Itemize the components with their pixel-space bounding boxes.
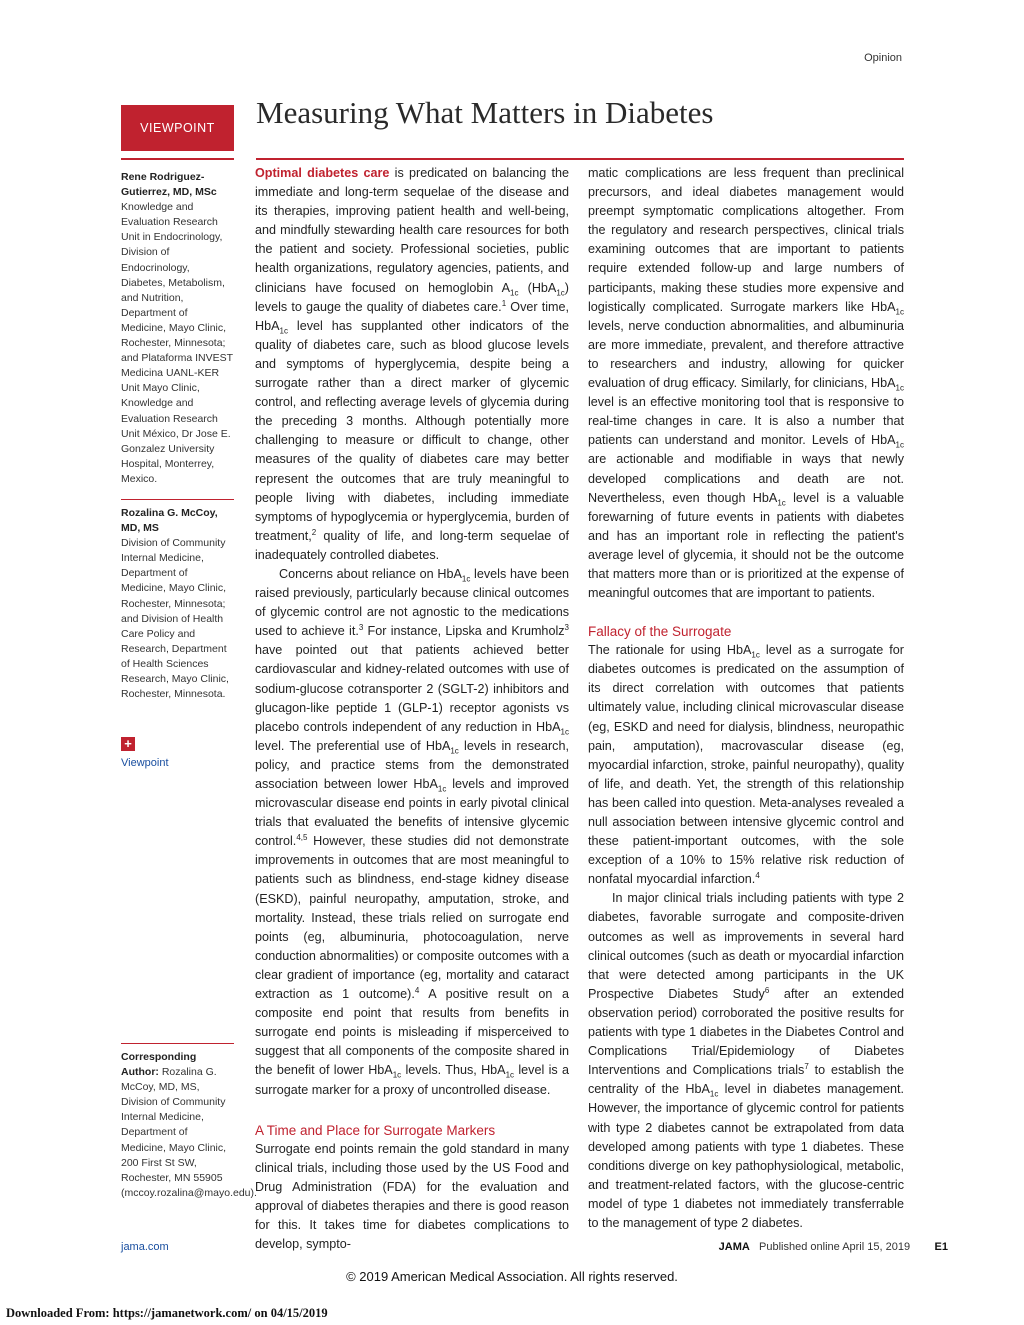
published-date: Published online April 15, 2019 [759,1241,911,1253]
journal-name: JAMA [718,1241,750,1253]
article-title: Measuring What Matters in Diabetes [256,95,714,130]
section-heading: A Time and Place for Surrogate Markers [255,1122,496,1138]
site-link[interactable]: jama.com [121,1241,169,1253]
sidebar-divider-top [121,158,234,160]
corresponding-author-block [121,1050,257,1201]
section-label: Opinion [864,52,902,64]
sidebar-divider-mid [121,499,234,500]
paragraph: Surrogate end points remain the gold standard in many clinical trials, including those used by the US Food and Drug Administration (FDA) for the evaluation and approval of diabetes therapies and there is good reason for this. It takes time for diabetes complications to develop, sympto- [255,1141,569,1252]
section-heading: Fallacy of the Surrogate [588,624,732,640]
author-block-2 [121,506,235,702]
body-column-1 [255,164,569,1254]
author-name: Rozalina G. McCoy, MD, MS [121,507,218,535]
lead-in: Optimal diabetes care [255,166,390,180]
author-block-1 [121,170,235,487]
page-footer-info [719,1241,948,1253]
copyright-notice: © 2019 American Medical Association. All rights reserved. [346,1269,678,1284]
corresponding-heading: Corresponding [121,1051,197,1063]
article-type-badge: VIEWPOINT [121,105,234,151]
author-affiliation: Knowledge and Evaluation Research Unit in Endocrinology, Division of Endocrinology, Diabetes, Metabolism, and Nutrition, Department of Medicine, Mayo Clinic, Rochester, Minnesota; and Plataforma INVEST Medicina UANL-KER Unit Mayo Clinic, Knowledge and Evaluation Research Unit México, Dr Jose E. Gonzalez University Hospital, Monterrey, Mexico. [121,201,233,485]
page-number: E1 [934,1241,948,1253]
corresponding-text: Rozalina G. McCoy, MD, MS, Division of Community Internal Medicine, Department of Medicine, Mayo Clinic, 200 First St SW, Rochester, MN 55905 (mccoy.rozalina@mayo.edu). [121,1066,257,1199]
paragraph: The rationale for using HbA$_{1c}$ level as a surrogate for diabetes outcomes is predicated on the assumption of its direct correlation with outcomes that patients ultimately value, including clinical microvascular disease (eg, ESKD and need for dialysis, blindness, neuropathic pain, amputation), macrovascular disease (eg, myocardial infarction, stroke, painful neuropathy), quality of life, and death. Yet, the strength of this relationship has been called into question. Meta-analyses revealed a null association between intensive glycemic control and these patient-important outcomes, with the sole exception of a 10% to 15% relative risk reduction of nonfatal myocardial infarction.$^4$ [588,643,904,887]
download-stamp: Downloaded From: https://jamanetwork.com/ on 04/15/2019 [6,1306,328,1320]
paragraph: Optimal diabetes care is predicated on balancing the immediate and long-term sequelae of the disease and its therapies, improving patient health and well-being, and mindfully stewarding health care resources for both the patient and society. Professional societies, public health organizations, regulatory agencies, patients, and clinicians have focused on hemoglobin $A_{1c}$ (HbA$_{1c}$) levels to gauge the quality of diabetes care.$^1$ Over time, HbA$_{1c}$ level has supplanted other indicators of the quality of diabetes care, such as blood glucose levels and symptoms of hyperglycemia, despite being a surrogate rather than a direct marker of glycemic control, and reflecting average levels of glycemia during the preceding 3 months. Although potentially more challenging to measure or difficult to change, other measures of the quality of diabetes care may better represent the outcomes that are truly meaningful to people living with diabetes, including immediate symptoms of hypoglycemia or hyperglycemia, burden of treatment,$^2$ quality of life, and long-term sequelae of inadequately controlled diabetes. [255,166,570,562]
author-affiliation: Division of Community Internal Medicine, Department of Medicine, Mayo Clinic, Rochester, Minnesota; and Division of Health Care Policy and Research, Department of Health Sciences Research, Mayo Clinic, Rochester, Minnesota. [121,537,229,701]
author-name: Rene Rodriguez-Gutierrez, MD, MSc [121,171,217,199]
paragraph: Concerns about reliance on HbA$_{1c}$ levels have been raised previously, particularly because clinical outcomes of glycemic control are not agnostic to the medications used to achieve it.$^3$ For instance, Lipska and Krumholz$^3$ have pointed out that patients achieved better cardiovascular and kidney-related outcomes with use of sodium-glucose cotransporter 2 (SGLT-2) inhibitors and glucagon-like peptide 1 (GLP-1) receptor agonists vs placebo controls independent of any reduction in HbA$_{1c}$ level. The preferential use of HbA$_{1c}$ levels in research, policy, and practice stems from the demonstrated association between lower HbA$_{1c}$ levels and improved microvascular disease end points in early pivotal clinical trials that evaluated the benefits of intensive glycemic control.$^{4,5}$ However, these studies did not demonstrate improvements in outcomes that are most meaningful to patients such as blindness, end-stage kidney disease (ESKD), painful neuropathy, amputation, stroke, and mortality. Instead, these trials relied on surrogate end points (eg, albuminuria, photocoagulation, nerve conduction abnormalities) or composite outcomes with a clear gradient of importance (eg, mortality and cataract extraction as 1 outcome).$^4$ A positive result on a composite end point that results from benefits in surrogate end points is misleading if misperceived to suggest that all components of the composite shared in the benefit of lower HbA$_{1c}$ levels. Thus, HbA$_{1c}$ level is a surrogate marker for a proxy of uncontrolled disease. [255,566,570,1097]
paragraph: In major clinical trials including patients with type 2 diabetes, favorable surrogate and composite-driven outcomes as well as improvements in several hard clinical outcomes (such as death or myocardial infarction that were detected among participants in the UK Prospective Diabetes Study$^6$ after an extended observation period) corroborated the positive results for patients with type 1 diabetes in the Diabetes Control and Complications Trial/Epidemiology of Diabetes Interventions and Complications trials$^7$ to establish the centrality of the HbA$_{1c}$ level in diabetes management. However, the importance of glycemic control for patients with type 2 diabetes cannot be extrapolated from data developed among patients with type 1 diabetes. These conditions diverge on key pathophysiological, metabolic, and treatment-related factors, with the glucose-centric model of type 1 diabetes not immediately transferrable to the management of type 2 diabetes. [588,891,904,1230]
paragraph: matic complications are less frequent than preclinical precursors, and ideal diabetes management would preempt symptomatic complications altogether. From the regulatory and research perspectives, clinical trials examining outcomes that are important to patients require extended follow-up and large numbers of participants, making these studies more expensive and logistically complicated. Surrogate markers like HbA$_{1c}$ levels, nerve conduction abnormalities, and albuminuria are more immediate, prevalent, and therefore attractive to researchers and industry, allowing for quicker evaluation of drug efficacy. Similarly, for clinicians, HbA$_{1c}$ level is an effective monitoring tool that is responsive to real-time changes in care. It is also a number that patients can understand and monitor. Levels of HbA$_{1c}$ are actionable and modifiable in ways that newly developed complications and death are not. Nevertheless, even though HbA$_{1c}$ level is a valuable forewarning of future events in patients with diabetes and has an important role in reflecting the patient's average level of glycemia, it should not be the outcome that matters more than or is prioritized at the expense of meaningful outcomes that are important to patients. [588,166,904,601]
title-divider [256,158,904,160]
sidebar-divider-bottom [121,1043,234,1044]
related-viewpoint-link[interactable]: Viewpoint [121,757,169,769]
corresponding-author-label: Author: [121,1066,159,1079]
plus-icon[interactable]: + [121,737,135,751]
body-column-2 [588,164,904,1233]
